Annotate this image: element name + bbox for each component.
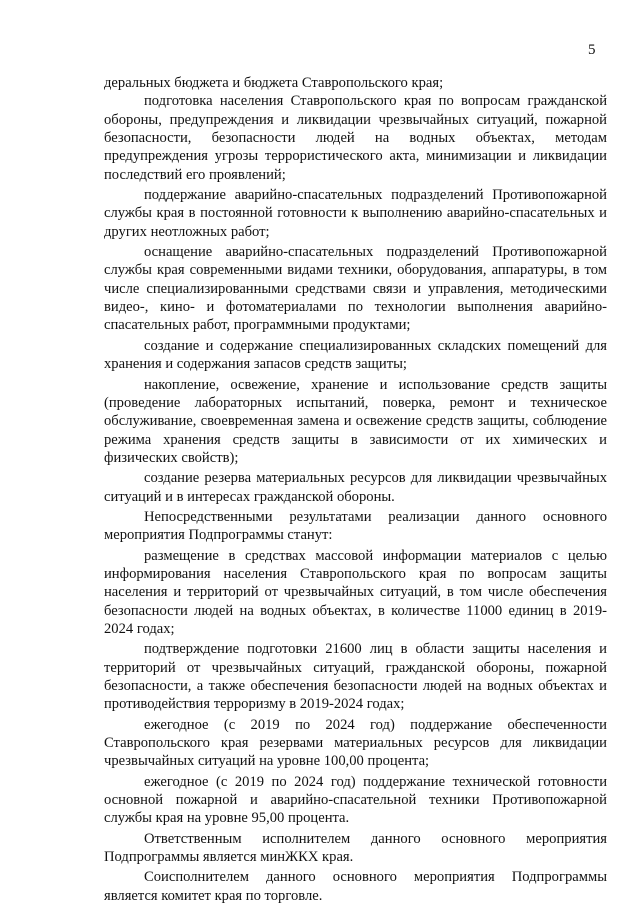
paragraph-14: Соисполнителем данного основного мероприятия Подпрограммы является комитет края по торговле. [104, 869, 607, 904]
paragraph-2: подготовка населения Ставропольского края по вопросам гражданской обороны, предупреждения и ликвидации чрезвычайных ситуаций, пожарной безопасности, безопасности людей на водных объектах, методам предупреждения угрозы террористического акта, минимизации и ликвидации последствий его проявлений; [104, 93, 607, 183]
document-body [104, 74, 607, 905]
paragraph-3: поддержание аварийно-спасательных подразделений Противопожарной службы края в постоянной готовности к выполнению аварийно-спасательных и других неотложных работ; [104, 187, 607, 240]
paragraph-13: Ответственным исполнителем данного основного мероприятия Подпрограммы является минЖКХ края. [104, 830, 607, 866]
paragraph-6: накопление, освежение, хранение и использование средств защиты (проведение лабораторных испытаний, поверка, ремонт и техническое обслуживание, своевременная замена и освежение средств защиты, соблюдение режима хранения средств защиты в зависимости от их химических и физических свойств); [104, 376, 607, 466]
paragraph-1: деральных бюджета и бюджета Ставропольского края; [104, 75, 444, 91]
page-number: 5 [588, 42, 596, 58]
paragraph-11: ежегодное (с 2019 по 2024 год) поддержание обеспеченности Ставропольского края резервами материальных ресурсов для ликвидации чрезвычайных ситуаций на уровне 100,00 процента; [104, 716, 607, 770]
paragraph-12: ежегодное (с 2019 по 2024 год) поддержание технической готовности основной пожарной и аварийно-спасательной техники Противопожарной службы края на уровне 95,00 процента. [104, 773, 607, 827]
paragraph-9: размещение в средствах массовой информации материалов с целью информирования населения Ставропольского края по вопросам защиты населения и территорий от чрезвычайных ситуаций, в том числе обеспечения безопасности людей на водных объектах, в количестве 11000 единиц в 2019-2024 годах; [104, 547, 607, 637]
paragraph-8: Непосредственными результатами реализации данного основного мероприятия Подпрограммы станут: [104, 508, 607, 544]
paragraph-10: подтверждение подготовки 21600 лиц в области защиты населения и территорий от чрезвычайных ситуаций, гражданской обороны, пожарной безопасности, а также обеспечения безопасности людей на водных объектах и противодействия терроризму в 2019-2024 годах; [104, 641, 607, 713]
paragraph-7: создание резерва материальных ресурсов для ликвидации чрезвычайных ситуаций и в интересах гражданской обороны. [104, 470, 607, 505]
paragraph-4: оснащение аварийно-спасательных подразделений Противопожарной службы края современными видами техники, оборудования, аппаратуры, в том числе специализированными средствами связи и управления, методическими видео-, кино- и фотоматериалами по технологии выполнения аварийно-спасательных работ, программными продуктами; [104, 244, 607, 334]
paragraph-5: создание и содержание специализированных складских помещений для хранения и содержания запасов средств защиты; [104, 337, 607, 373]
